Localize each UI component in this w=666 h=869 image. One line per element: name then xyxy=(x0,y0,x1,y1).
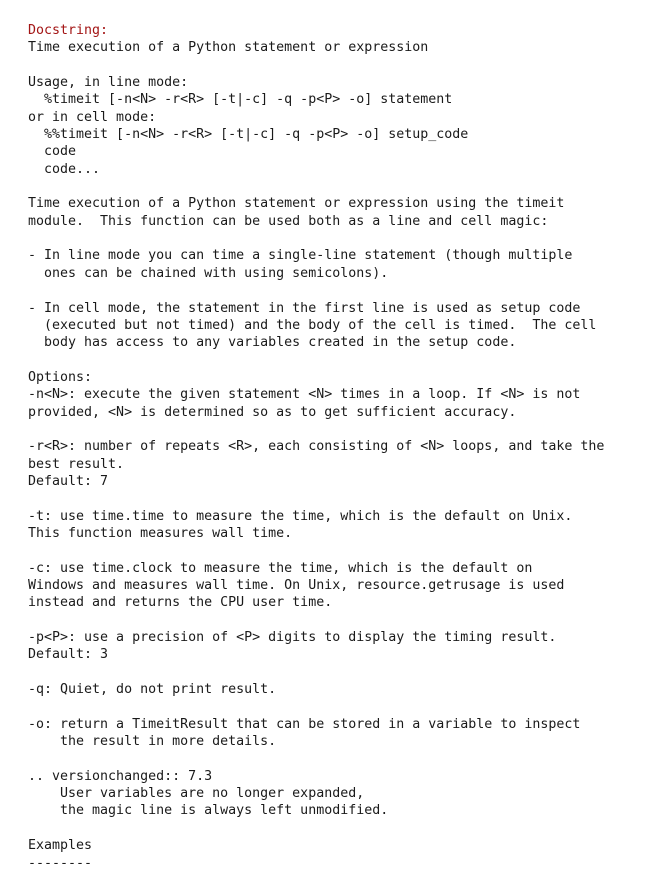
doc-line: (executed but not timed) and the body of the cell is timed. The cell xyxy=(28,317,597,333)
doc-line xyxy=(28,178,658,195)
doc-line: User variables are no longer expanded, xyxy=(28,786,365,802)
doc-line: Time execution of a Python statement or expression using the timeit xyxy=(28,196,565,212)
doc-line xyxy=(28,612,658,629)
doc-line: code xyxy=(28,144,77,160)
doc-line: -o: return a TimeitResult that can be stored in a variable to inspect xyxy=(28,716,581,732)
doc-line: %timeit [-n<N> -r<R> [-t|-c] -q -p<P> -o] statement xyxy=(28,92,453,108)
doc-line: the result in more details. xyxy=(28,734,277,750)
doc-line: Time execution of a Python statement or expression xyxy=(28,40,429,56)
doc-line xyxy=(28,820,658,837)
doc-line: .. versionchanged:: 7.3 xyxy=(28,768,213,784)
doc-line: - In cell mode, the statement in the first line is used as setup code xyxy=(28,300,581,316)
doc-line xyxy=(28,490,658,507)
doc-line: instead and returns the CPU user time. xyxy=(28,595,333,611)
doc-line xyxy=(28,352,658,369)
doc-line xyxy=(28,230,658,247)
doc-line: best result. xyxy=(28,456,125,472)
doc-line xyxy=(28,282,658,299)
doc-line: or in cell mode: xyxy=(28,109,157,125)
doc-line: Usage, in line mode: xyxy=(28,75,189,91)
doc-line: %%timeit [-n<N> -r<R> [-t|-c] -q -p<P> -o] setup_code xyxy=(28,127,469,143)
doc-line: ones can be chained with using semicolons). xyxy=(28,265,389,281)
docstring-text xyxy=(28,22,658,869)
doc-line: -t: use time.time to measure the time, which is the default on Unix. xyxy=(28,508,573,524)
doc-line: -r<R>: number of repeats <R>, each consisting of <N> loops, and take the xyxy=(28,439,605,455)
doc-line xyxy=(28,57,658,74)
doc-line: Default: 7 xyxy=(28,473,109,489)
docstring-header: Docstring: xyxy=(28,23,109,38)
doc-line xyxy=(28,664,658,681)
doc-line: - In line mode you can time a single-line statement (though multiple xyxy=(28,248,573,264)
doc-line: -------- xyxy=(28,855,93,869)
doc-line: Windows and measures wall time. On Unix, resource.getrusage is used xyxy=(28,578,565,593)
doc-line xyxy=(28,750,658,767)
doc-line: -n<N>: execute the given statement <N> times in a loop. If <N> is not xyxy=(28,387,581,403)
doc-line: -q: Quiet, do not print result. xyxy=(28,682,277,698)
doc-line: -c: use time.clock to measure the time, which is the default on xyxy=(28,560,533,576)
doc-line: the magic line is always left unmodified. xyxy=(28,803,389,819)
doc-line: code... xyxy=(28,161,101,177)
doc-line xyxy=(28,421,658,438)
doc-line: -p<P>: use a precision of <P> digits to display the timing result. xyxy=(28,630,557,646)
doc-line: This function measures wall time. xyxy=(28,525,293,541)
doc-line: Examples xyxy=(28,838,93,854)
doc-line: module. This function can be used both as a line and cell magic: xyxy=(28,213,549,229)
doc-line: Options: xyxy=(28,369,93,385)
doc-line: Default: 3 xyxy=(28,647,109,663)
doc-line xyxy=(28,542,658,559)
doc-line: provided, <N> is determined so as to get sufficient accuracy. xyxy=(28,404,517,420)
doc-line: body has access to any variables created in the setup code. xyxy=(28,335,517,351)
doc-line xyxy=(28,698,658,715)
